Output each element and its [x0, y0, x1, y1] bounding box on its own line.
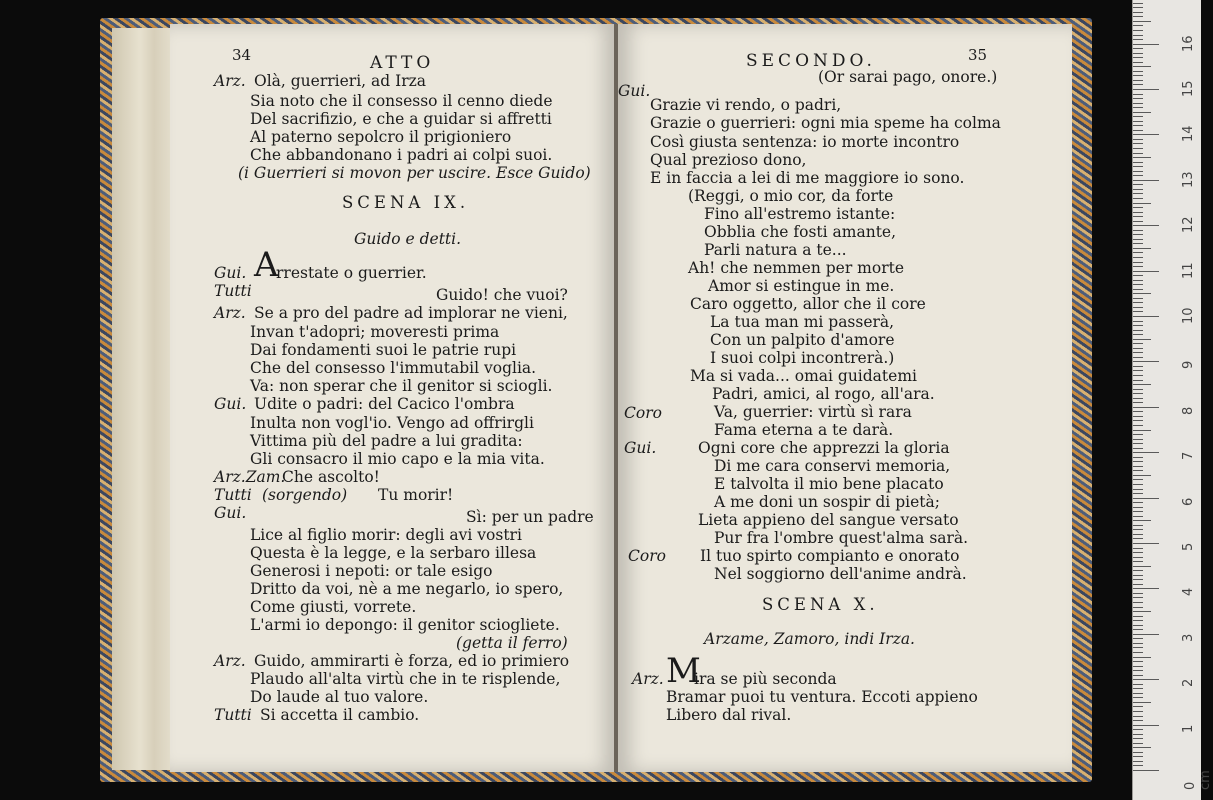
ruler-tick	[1133, 661, 1143, 662]
ruler-tick	[1133, 12, 1143, 13]
ruler-tick	[1133, 607, 1143, 608]
ruler-tick	[1133, 738, 1143, 739]
speaker: Coro	[624, 404, 662, 422]
verse-line: Che del consesso l'immutabil voglia.	[250, 359, 537, 377]
ruler-tick	[1133, 525, 1143, 526]
speaker: Arz.	[214, 72, 246, 90]
ruler-tick	[1133, 275, 1143, 276]
ruler-tick	[1133, 411, 1143, 412]
speaker: Arz.	[214, 652, 246, 670]
ruler-tick	[1133, 266, 1143, 267]
verse-line: Lieta appieno del sangue versato	[698, 511, 959, 529]
verse-line: E in faccia a lei di me maggiore io sono.	[650, 169, 965, 187]
scene-characters: Guido e detti.	[354, 230, 462, 248]
ruler-tick	[1133, 225, 1159, 226]
ruler-number: 14	[1181, 125, 1196, 143]
speaker: Arz.Zam.	[214, 468, 286, 486]
verse-line: Grazie vi rendo, o padri,	[650, 96, 842, 114]
verse-line: Fino all'estremo istante:	[704, 205, 896, 223]
ruler-tick	[1133, 502, 1143, 503]
verse-line: Si accetta il cambio.	[260, 706, 420, 724]
ruler-tick	[1133, 756, 1143, 757]
right-page	[618, 24, 1072, 772]
ruler-tick	[1133, 361, 1159, 362]
ruler-tick	[1133, 725, 1159, 726]
ruler-tick	[1133, 84, 1143, 85]
ruler-tick	[1133, 316, 1159, 317]
ruler-tick	[1133, 198, 1143, 199]
ruler-tick	[1133, 475, 1151, 476]
ruler-tick	[1133, 620, 1143, 621]
ruler-tick	[1133, 357, 1143, 358]
ruler-tick	[1133, 66, 1151, 67]
ruler-tick	[1133, 48, 1143, 49]
speaker: Tutti	[214, 706, 252, 724]
ruler-tick	[1133, 162, 1143, 163]
ruler-tick	[1133, 597, 1143, 598]
ruler-tick	[1133, 529, 1143, 530]
ruler-tick	[1133, 262, 1143, 263]
ruler-tick	[1133, 425, 1143, 426]
ruler-tick	[1133, 293, 1151, 294]
verse-line: Libero dal rival.	[666, 706, 792, 724]
ruler-tick	[1133, 112, 1151, 113]
ruler-tick	[1133, 706, 1143, 707]
ruler-tick	[1133, 439, 1143, 440]
ruler-tick	[1133, 370, 1143, 371]
ruler-number: 3	[1181, 633, 1196, 642]
ruler-tick	[1133, 302, 1143, 303]
ruler-tick	[1133, 21, 1151, 22]
ruler-number: 7	[1181, 451, 1196, 461]
verse-line: Invan t'adopri; moveresti prima	[250, 323, 500, 341]
ruler-unit-label: 0 cm	[1183, 770, 1213, 790]
ruler-tick	[1133, 752, 1143, 753]
ruler-tick	[1133, 507, 1143, 508]
verse-line: Così giusta sentenza: io morte incontro	[650, 133, 960, 151]
verse-line: (Reggi, o mio cor, da forte	[688, 187, 894, 205]
ruler-tick	[1133, 452, 1159, 453]
ruler-tick	[1133, 747, 1151, 748]
ruler-tick	[1133, 239, 1143, 240]
verse-line: A me doni un sospir di pietà;	[714, 493, 940, 511]
verse-line: Udite o padri: del Cacico l'ombra	[254, 395, 515, 413]
ruler-tick	[1133, 634, 1159, 635]
ruler-tick	[1133, 325, 1143, 326]
ruler-tick	[1133, 575, 1143, 576]
ruler-tick	[1133, 534, 1143, 535]
ruler-tick	[1133, 30, 1143, 31]
verse-line: Sia noto che il consesso il cenno diede	[250, 92, 553, 110]
ruler-tick	[1133, 16, 1143, 17]
ruler-tick	[1133, 130, 1143, 131]
ruler-number: 15	[1181, 80, 1196, 97]
speaker: Arz.	[214, 304, 246, 322]
speaker: Gui.	[214, 504, 247, 522]
verse-line: Dai fondamenti suoi le patrie rupi	[250, 341, 517, 359]
verse-line: Nel soggiorno dell'anime andrà.	[714, 565, 967, 583]
ruler-tick	[1133, 520, 1151, 521]
verse-line: Amor si estingue in me.	[708, 277, 895, 295]
verse-line: Padri, amici, al rogo, all'ara.	[712, 385, 935, 403]
ruler-tick	[1133, 389, 1143, 390]
ruler-tick	[1133, 352, 1143, 353]
verse-line: Caro oggetto, allor che il core	[690, 295, 926, 313]
verse-line: Do laude al tuo valore.	[250, 688, 429, 706]
ruler-tick	[1133, 343, 1143, 344]
ruler-tick	[1133, 193, 1143, 194]
ruler-tick	[1133, 493, 1143, 494]
verse-line: Fama eterna a te darà.	[714, 421, 894, 439]
ruler-tick	[1133, 538, 1143, 539]
verse-line: Obblia che fosti amante,	[704, 223, 897, 241]
verse-line: Lice al figlio morir: degli avi vostri	[250, 526, 522, 544]
ruler-tick	[1133, 248, 1151, 249]
ruler-tick	[1133, 257, 1143, 258]
ruler-tick	[1133, 25, 1143, 26]
ruler-number: 13	[1181, 171, 1196, 188]
verse-line: Vittima più del padre a lui gradita:	[250, 432, 523, 450]
ruler-tick	[1133, 44, 1159, 45]
ruler-tick	[1133, 94, 1143, 95]
verse-line: L'armi io depongo: il genitor sciogliete.	[250, 616, 560, 634]
ruler-tick	[1133, 679, 1159, 680]
ruler-tick	[1133, 420, 1143, 421]
ruler-tick	[1133, 321, 1143, 322]
verse-line: Che ascolto!	[282, 468, 380, 486]
scene-heading: SCENA IX.	[342, 193, 470, 212]
verse-line: Di me cara conservi memoria,	[714, 457, 951, 475]
ruler-tick	[1133, 212, 1143, 213]
ruler-tick	[1133, 121, 1143, 122]
ruler-tick	[1133, 103, 1143, 104]
ruler-tick	[1133, 688, 1143, 689]
verse-line: Ogni core che apprezzi la gloria	[698, 439, 950, 457]
ruler-tick	[1133, 566, 1151, 567]
speaker: Coro	[628, 547, 666, 565]
ruler-tick	[1133, 53, 1143, 54]
running-header: SECONDO.	[746, 51, 876, 71]
ruler-tick	[1133, 416, 1143, 417]
ruler-tick	[1133, 375, 1143, 376]
running-header: ATTO	[370, 53, 435, 73]
ruler-tick	[1133, 398, 1143, 399]
ruler-tick	[1133, 625, 1143, 626]
verse-line: La tua man mi passerà,	[710, 313, 895, 331]
ruler-tick	[1133, 216, 1143, 217]
ruler-tick	[1133, 611, 1151, 612]
ruler-tick	[1133, 643, 1143, 644]
ruler-tick	[1133, 184, 1143, 185]
ruler-tick	[1133, 143, 1143, 144]
page-number: 34	[232, 46, 252, 64]
ruler-tick	[1133, 697, 1143, 698]
verse-line: Il tuo spirto compianto e onorato	[700, 547, 960, 565]
ruler-tick	[1133, 561, 1143, 562]
ruler-number: 5	[1181, 542, 1196, 551]
ruler-number: 8	[1181, 406, 1196, 415]
ruler-tick	[1133, 729, 1143, 730]
verse-line: Ma si vada... omai guidatemi	[690, 367, 917, 385]
ruler-tick	[1133, 393, 1143, 394]
ruler-tick	[1133, 271, 1159, 272]
ruler-tick	[1133, 230, 1143, 231]
ruler-tick	[1133, 711, 1143, 712]
ruler-tick	[1133, 75, 1143, 76]
ruler-tick	[1133, 311, 1143, 312]
stage-direction: (getta il ferro)	[456, 634, 568, 652]
verse-line: Con un palpito d'amore	[710, 331, 895, 349]
ruler-tick	[1133, 175, 1143, 176]
ruler-number: 1	[1181, 724, 1196, 733]
ruler-tick	[1133, 366, 1143, 367]
ruler-tick	[1133, 765, 1143, 766]
ruler-number: 16	[1181, 35, 1196, 52]
ruler-tick	[1133, 39, 1143, 40]
verse-line: Qual prezioso dono,	[650, 151, 807, 169]
page-number: 35	[968, 46, 988, 64]
ruler-tick	[1133, 153, 1143, 154]
ruler-tick	[1133, 548, 1143, 549]
ruler-tick	[1133, 675, 1143, 676]
ruler-tick	[1133, 552, 1143, 553]
ruler-tick	[1133, 543, 1159, 544]
ruler-tick	[1133, 498, 1159, 499]
ruler-tick	[1133, 7, 1143, 8]
verse-line: (Or sarai pago, onore.)	[818, 68, 998, 86]
ruler-tick	[1133, 203, 1151, 204]
ruler-tick	[1133, 289, 1143, 290]
ruler-tick	[1133, 443, 1143, 444]
ruler-tick	[1133, 457, 1143, 458]
ruler-number: 12	[1181, 216, 1196, 234]
ruler-tick	[1133, 348, 1143, 349]
ruler-tick	[1133, 402, 1143, 403]
measurement-ruler	[1132, 0, 1213, 800]
ruler-tick	[1133, 602, 1143, 603]
ruler-tick	[1133, 139, 1143, 140]
ruler-tick	[1133, 80, 1143, 81]
ruler-tick	[1133, 107, 1143, 108]
ruler-tick	[1133, 570, 1143, 571]
speaker: Gui.	[624, 439, 657, 457]
ruler-tick	[1133, 207, 1143, 208]
ruler-tick	[1133, 125, 1143, 126]
ruler-tick	[1133, 380, 1143, 381]
speaker: Gui.	[214, 264, 247, 282]
ruler-tick	[1133, 280, 1143, 281]
ruler-tick	[1133, 629, 1143, 630]
ruler-tick	[1133, 616, 1143, 617]
ruler-tick	[1133, 448, 1143, 449]
ruler-number: 6	[1181, 497, 1196, 506]
speaker: Arz.	[632, 670, 664, 688]
ruler-tick	[1133, 166, 1143, 167]
ruler-tick	[1133, 593, 1143, 594]
ruler-tick	[1133, 734, 1143, 735]
ruler-number: 11	[1181, 262, 1196, 279]
ruler-tick	[1133, 670, 1143, 671]
verse-line: Che abbandonano i padri ai colpi suoi.	[250, 146, 553, 164]
ruler-tick	[1133, 720, 1143, 721]
verse-line: Se a pro del padre ad implorar ne vieni,	[254, 304, 568, 322]
verse-line: Tu morir!	[378, 486, 454, 504]
ruler-tick	[1133, 298, 1143, 299]
ruler-tick	[1133, 62, 1143, 63]
ruler-tick	[1133, 489, 1143, 490]
verse-line: ira se più seconda	[694, 670, 837, 688]
speaker: Gui.	[214, 395, 247, 413]
ruler-tick	[1133, 189, 1143, 190]
verse-line: Va: non sperar che il genitor si sciogli.	[250, 377, 553, 395]
ruler-tick	[1133, 221, 1143, 222]
ruler-tick	[1133, 334, 1143, 335]
ruler-tick	[1133, 466, 1143, 467]
ruler-number: 2	[1181, 678, 1196, 688]
ruler-tick	[1133, 584, 1143, 585]
verse-line: Del sacrifizio, e che a guidar si affretti	[250, 110, 552, 128]
ruler-number: 10	[1181, 307, 1196, 324]
ruler-tick	[1133, 171, 1143, 172]
speaker: Gui.	[618, 82, 651, 100]
verse-line: Olà, guerrieri, ad Irza	[254, 72, 427, 90]
ruler-tick	[1133, 234, 1143, 235]
ruler-tick	[1133, 307, 1143, 308]
ruler-tick	[1133, 384, 1151, 385]
drop-cap: M	[666, 651, 701, 691]
ruler-tick	[1133, 657, 1151, 658]
ruler-tick	[1133, 330, 1143, 331]
ruler-tick	[1133, 638, 1143, 639]
ruler-tick	[1133, 284, 1143, 285]
verse-line: I suoi colpi incontrerà.)	[710, 349, 895, 367]
verse-line: Dritto da voi, nè a me negarlo, io spero,	[250, 580, 564, 598]
scene-characters: Arzame, Zamoro, indi Irza.	[704, 630, 915, 648]
verse-line: Come giusti, vorrete.	[250, 598, 417, 616]
verse-line: Guido, ammirarti è forza, ed io primiero	[254, 652, 570, 670]
ruler-tick	[1133, 57, 1143, 58]
verse-line: Generosi i nepoti: or tale esigo	[250, 562, 493, 580]
left-page	[170, 24, 616, 772]
ruler-tick	[1133, 511, 1143, 512]
ruler-tick	[1133, 461, 1143, 462]
verse-line: Questa è la legge, e la serbaro illesa	[250, 544, 537, 562]
ruler-number: 9	[1181, 361, 1196, 370]
scene-heading: SCENA X.	[762, 595, 879, 614]
verse-line: Parli natura a te...	[704, 241, 847, 259]
ruler-tick	[1133, 339, 1151, 340]
stage-direction: (i Guerrieri si movon per uscire. Esce Guido)	[238, 164, 591, 182]
ruler-tick	[1133, 35, 1143, 36]
ruler-tick	[1133, 579, 1143, 580]
ruler-tick	[1133, 180, 1159, 181]
ruler-tick	[1133, 761, 1143, 762]
ruler-tick	[1133, 116, 1143, 117]
ruler-tick	[1133, 3, 1143, 4]
ruler-tick	[1133, 588, 1159, 589]
ruler-number: 4	[1181, 588, 1196, 597]
ruler-tick	[1133, 743, 1143, 744]
verse-line: Guido! che vuoi?	[436, 286, 568, 304]
verse-line: Pur fra l'ombre quest'alma sarà.	[714, 529, 969, 547]
verse-line: Sì: per un padre	[466, 508, 594, 526]
ruler-tick	[1133, 557, 1143, 558]
ruler-tick	[1133, 652, 1143, 653]
ruler-tick	[1133, 98, 1143, 99]
verse-line: Inulta non vogl'io. Vengo ad offrirgli	[250, 414, 534, 432]
ruler-tick	[1133, 243, 1143, 244]
verse-line: Bramar puoi tu ventura. Eccoti appieno	[666, 688, 978, 706]
ruler-tick	[1133, 647, 1143, 648]
speaker: Tutti	[214, 282, 252, 300]
verse-line: E talvolta il mio bene placato	[714, 475, 944, 493]
ruler-tick	[1133, 516, 1143, 517]
ruler-tick	[1133, 430, 1151, 431]
verse-line: rrestate o guerrier.	[276, 264, 427, 282]
ruler-tick	[1133, 684, 1143, 685]
ruler-tick	[1133, 89, 1159, 90]
verse-line: Gli consacro il mio capo e la mia vita.	[250, 450, 545, 468]
ruler-tick	[1133, 71, 1143, 72]
verse-line: Grazie o guerrieri: ogni mia speme ha colma	[650, 114, 1001, 132]
ruler-tick	[1133, 693, 1143, 694]
ruler-tick	[1133, 434, 1143, 435]
speaker: Tutti	[214, 486, 252, 504]
ruler-tick	[1133, 484, 1143, 485]
ruler-tick	[1133, 770, 1159, 771]
ruler-tick	[1133, 407, 1159, 408]
verse-line: Ah! che nemmen per morte	[688, 259, 905, 277]
ruler-tick	[1133, 252, 1143, 253]
ruler-tick	[1133, 666, 1143, 667]
ruler-tick	[1133, 716, 1143, 717]
verse-line: Al paterno sepolcro il prigioniero	[250, 128, 512, 146]
ruler-tick	[1133, 134, 1159, 135]
stage-direction: (sorgendo)	[262, 486, 348, 504]
ruler-tick	[1133, 157, 1151, 158]
ruler-tick	[1133, 479, 1143, 480]
drop-cap: A	[254, 245, 279, 285]
ruler-tick	[1133, 470, 1143, 471]
ruler-tick	[1133, 148, 1143, 149]
ruler-tick	[1133, 702, 1151, 703]
verse-line: Plaudo all'alta virtù che in te risplende,	[250, 670, 561, 688]
verse-line: Va, guerrier: virtù sì rara	[714, 403, 912, 421]
